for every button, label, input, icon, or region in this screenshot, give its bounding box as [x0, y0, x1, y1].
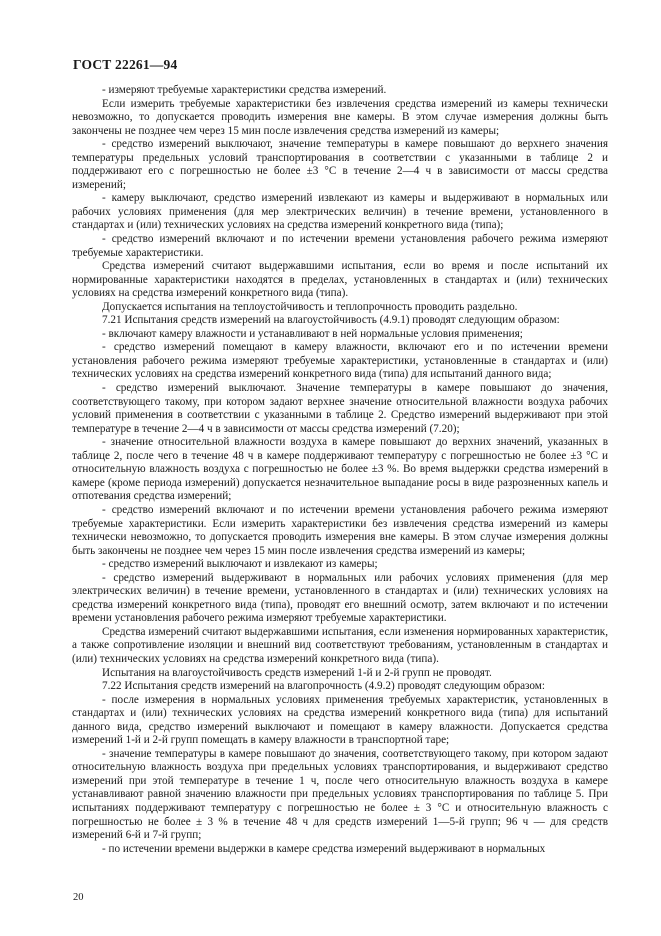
- paragraph: - средство измерений выключают, значение температуры в камере повышают до верхнего значения температуры предельных условий транспортирования в соответствии с указанными в таблице 2 и поддерживают его с погрешностью не более ±3 °С в течение 2—4 ч в зависимости от массы средства измерений;: [72, 138, 608, 191]
- document-body: [72, 84, 608, 856]
- paragraph: - средство измерений помещают в камеру влажности, включают его и по истечении времени установления рабочего режима измеряют требуемые характеристики, установленные в стандартах и (или) технических условиях на средства измерений конкретного вида (типа) для испытаний данного вида;: [72, 341, 608, 381]
- paragraph: Если измерить требуемые характеристики без извлечения средства измерений из камеры технически невозможно, то допускается проводить измерения вне камеры. В этом случае измерения должны быть закончены не позднее чем через 15 мин после извлечения средства измерений из камеры;: [72, 97, 608, 137]
- paragraph: Допускается испытания на теплоустойчивость и теплопрочность проводить раздельно.: [102, 300, 518, 313]
- paragraph: Средства измерений считают выдержавшими испытания, если изменения нормированных характеристик, а также сопротивление изоляции и внешний вид соответствуют требованиям, установленным в стандартах и (или) технических условиях на средства измерений конкретного вида (типа).: [72, 625, 608, 665]
- section-heading: 7.21 Испытания средств измерений на влагоустойчивость (4.9.1) проводят следующим образом:: [102, 314, 560, 327]
- paragraph: - значение относительной влажности воздуха в камере повышают до верхних значений, указанных в таблице 2, после чего в течение 48 ч в камере поддерживают температуру с погрешностью не более ±3 °С и относительную влажность воздуха с погрешностью не более ±3 %. Во время выдержки средства измерений в камере (кроме периода измерений) допускается незначительное выпадание росы в виде разрозненных капель и отпотевания средства измерений;: [72, 436, 608, 503]
- document-header: ГОСТ 22261—94: [73, 57, 178, 72]
- paragraph: - измеряют требуемые характеристики средства измерений.: [102, 84, 387, 96]
- paragraph: - средство измерений включают и по истечении времени установления рабочего режима измеряют требуемые характеристики.: [72, 233, 608, 259]
- paragraph: - по истечении времени выдержки в камере средства измерений выдерживают в нормальных: [102, 842, 546, 855]
- paragraph: - камеру выключают, средство измерений извлекают из камеры и выдерживают в нормальных или рабочих условиях применения (для мер электрических величин) в течение времени, установленного в стандартах и (или) технических условиях на средства измерений конкретного вида (типа);: [72, 192, 608, 232]
- paragraph: - средство измерений выдерживают в нормальных или рабочих условиях применения (для мер электрических величин) в течение времени, установленного в стандартах и (или) технических условиях на средства измерений конкретного вида (типа), проводят его внешний осмотр, затем включают и по истечении времени установления рабочего режима измеряют требуемые характеристики.: [72, 571, 608, 625]
- paragraph: - значение температуры в камере повышают до значения, соответствующего такому, при котором задают относительную влажность воздуха при предельных условиях транспортирования, и выдерживают средство измерений при этой температуре в течение 1 ч, после чего относительную влажность воздуха в камере устанавливают равной значению влажности при предельных условиях транспортирования по таблице 5. При испытаниях поддерживают температуру с погрешностью не более ± 3 °С и относительную влажность с погрешностью не более ± 3 % в течение 48 ч для средств измерений 1—5-й групп; 96 ч — для средств измерений 6-й и 7-й групп;: [72, 747, 608, 842]
- paragraph: - средство измерений выключают и извлекают из камеры;: [102, 558, 378, 571]
- paragraph: - средство измерений включают и по истечении времени установления рабочего режима измеряют требуемые характеристики. Если измерить характеристики без извлечения средства измерений из камеры технически невозможно, то допускается проводить измерения вне камеры. В этом случае измерения должны быть закончены не позднее чем через 15 мин после извлечения средства измерений из камеры;: [72, 503, 608, 557]
- page-number: 20: [73, 892, 84, 903]
- section-heading: 7.22 Испытания средств измерений на влагопрочность (4.9.2) проводят следующим образом:: [102, 680, 545, 693]
- paragraph: - средство измерений выключают. Значение температуры в камере повышают до значения, соответствующего такому, при котором задают верхнее значение относительной влажности воздуха рабочих условий применения в соответствии с указанными в таблице 2. Средство измерений выдерживают при этой температуре в течение 2—4 ч в зависимости от массы средства измерений (7.20);: [72, 382, 608, 435]
- paragraph: - после измерения в нормальных условиях применения требуемых характеристик, установленных в стандартах и (или) технических условиях на средства измерений конкретного вида (типа) для испытаний данного вида, средство измерений выключают и помещают в камеру влажности. Допускается средства измерений 1-й и 2-й групп помещать в камеру влажности в транспортной таре;: [72, 693, 608, 747]
- paragraph: - включают камеру влажности и устанавливают в ней нормальные условия применения;: [102, 327, 523, 340]
- paragraph: Испытания на влагоустойчивость средств измерений 1-й и 2-й групп не проводят.: [102, 666, 492, 679]
- paragraph: Средства измерений считают выдержавшими испытания, если во время и после испытаний их нормированные характеристики находятся в пределах, установленных в стандартах и (или) технических условиях на средства измерений конкретного вида (типа).: [72, 260, 608, 300]
